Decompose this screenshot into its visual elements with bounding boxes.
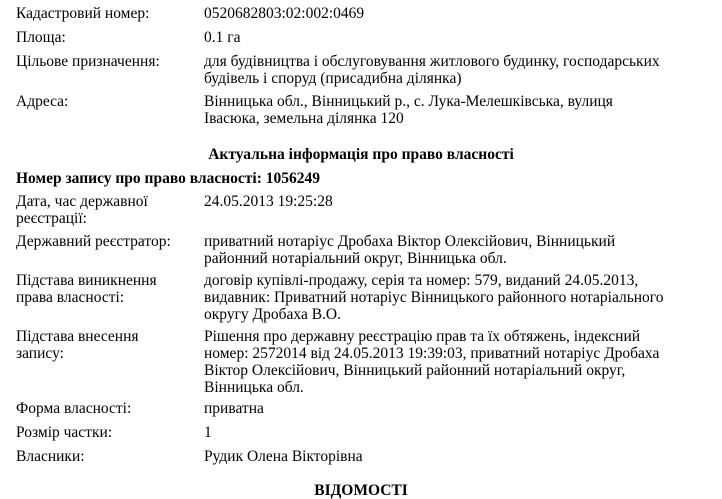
entry-basis-value: Рішення про державну реєстрацію прав та їх обтяжень, індексний номер: 2572014 від 24.05.2013 19:39:03, приватний нотаріус Дробаха Віктор Олексійович, Вінницький районний нотаріальний округ, Вінницька обл. xyxy=(204,328,660,396)
share-size-label: Розмір частки: xyxy=(16,424,113,441)
ownership-form-label: Форма власності: xyxy=(16,400,132,417)
address-label: Адреса: xyxy=(16,93,69,110)
purpose-label: Цільове призначення: xyxy=(16,53,160,70)
purpose-value: для будівництва і обслуговування житлового будинку, господарських будівель і споруд (присадибна ділянка) xyxy=(204,53,660,87)
ownership-basis-value: договір купівлі-продажу, серія та номер: 579, виданий 24.05.2013, видавник: Приватний нотаріус Вінницького районного нотаріального округу Дробаха В.О. xyxy=(204,272,664,323)
cadastral-number-label: Кадастровий номер: xyxy=(16,5,150,22)
area-label: Площа: xyxy=(16,29,66,46)
owners-label: Власники: xyxy=(16,448,85,465)
entry-basis-label: Підстава внесення запису: xyxy=(16,328,139,362)
next-section-heading: ВІДОМОСТІ xyxy=(314,482,408,499)
share-size-value: 1 xyxy=(204,424,212,441)
registration-date-value: 24.05.2013 19:25:28 xyxy=(204,193,333,210)
area-value: 0.1 га xyxy=(204,29,241,46)
registration-date-label: Дата, час державної реєстрації: xyxy=(16,193,148,227)
registrar-value: приватний нотаріус Дробаха Віктор Олексійович, Вінницький районний нотаріальний округ, Вінницька обл. xyxy=(204,233,616,267)
address-value: Вінницька обл., Вінницький р., с. Лука-Мелешківська, вулиця Івасюка, земельна ділянка 120 xyxy=(204,93,613,127)
ownership-record-number: Номер запису про право власності: 1056249 xyxy=(16,170,321,187)
cadastral-number-value: 0520682803:02:002:0469 xyxy=(204,5,365,22)
owners-value: Рудик Олена Вікторівна xyxy=(204,448,363,465)
ownership-basis-label: Підстава виникнення права власності: xyxy=(16,272,157,306)
ownership-section-title: Актуальна інформація про право власності xyxy=(208,146,514,163)
ownership-form-value: приватна xyxy=(204,400,264,417)
registrar-label: Державний реєстратор: xyxy=(16,233,171,250)
